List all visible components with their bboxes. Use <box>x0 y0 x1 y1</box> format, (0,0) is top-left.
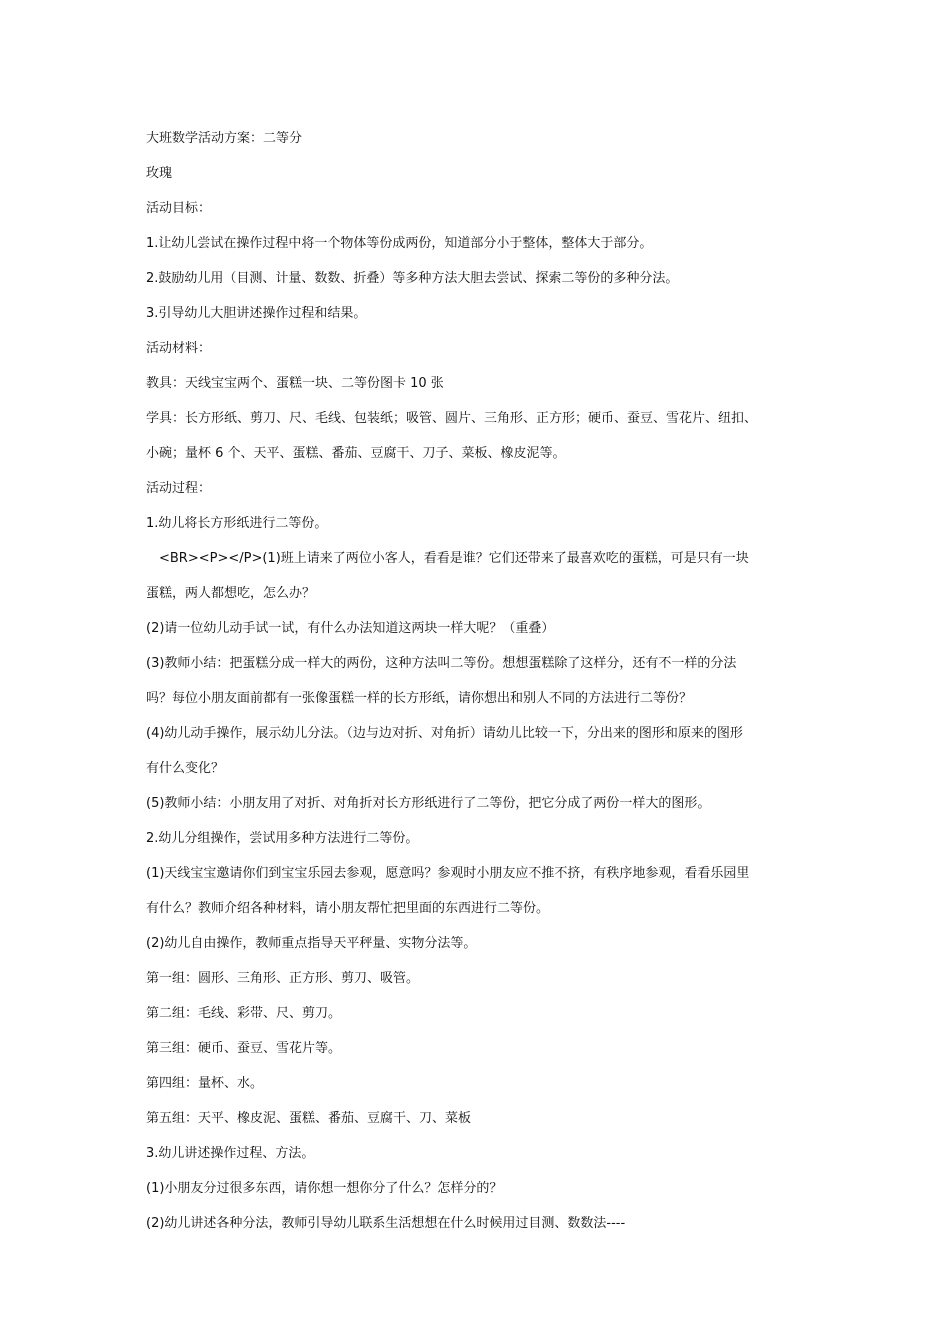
paragraph-line: 蛋糕，两人都想吃，怎么办？ <box>146 586 316 601</box>
paragraph-line: 3.幼儿讲述操作过程、方法。 <box>146 1146 315 1161</box>
group-item: 第五组：天平、橡皮泥、蛋糕、番茄、豆腐干、刀、菜板 <box>146 1111 472 1126</box>
paragraph-line: <BR><P></P>(1)班上请来了两位小客人，看看是谁？它们还带来了最喜欢吃的蛋糕，可是只有一块 <box>146 551 749 566</box>
paragraph-line: (3)教师小结：把蛋糕分成一样大的两份，这种方法叫二等份。想想蛋糕除了这样分，还有不一样的分法 <box>146 656 737 671</box>
group-item: 第三组：硬币、蚕豆、雪花片等。 <box>146 1041 342 1056</box>
paragraph-line: 2.鼓励幼儿用（目测、计量、数数、折叠）等多种方法大胆去尝试、探索二等份的多种分法。 <box>146 271 679 286</box>
document-body <box>146 121 812 1241</box>
paragraph-line: (2)幼儿自由操作，教师重点指导天平秤量、实物分法等。 <box>146 936 477 951</box>
paragraph-line: 1.幼儿将长方形纸进行二等份。 <box>146 516 328 531</box>
paragraph-line: 小碗；量杯 6 个、天平、蛋糕、番茄、豆腐干、刀子、菜板、橡皮泥等。 <box>146 446 566 461</box>
section-heading-process: 活动过程： <box>146 481 212 496</box>
paragraph-line: 2.幼儿分组操作，尝试用多种方法进行二等份。 <box>146 831 419 846</box>
document-title: 大班数学活动方案：二等分 <box>146 131 303 146</box>
paragraph-line: (4)幼儿动手操作，展示幼儿分法。（边与边对折、对角折）请幼儿比较一下，分出来的图形和原来的图形 <box>146 726 743 741</box>
group-item: 第四组：量杯、水。 <box>146 1076 264 1091</box>
section-heading-goals: 活动目标： <box>146 201 212 216</box>
paragraph-line: 吗？每位小朋友面前都有一张像蛋糕一样的长方形纸，请你想出和别人不同的方法进行二等份？ <box>146 691 693 706</box>
group-item: 第二组：毛线、彩带、尺、剪刀。 <box>146 1006 342 1021</box>
paragraph-line: (5)教师小结：小朋友用了对折、对角折对长方形纸进行了二等份，把它分成了两份一样大的图形。 <box>146 796 711 811</box>
paragraph-line: 1.让幼儿尝试在操作过程中将一个物体等份成两份，知道部分小于整体，整体大于部分。 <box>146 236 653 251</box>
paragraph-line: 有什么？教师介绍各种材料，请小朋友帮忙把里面的东西进行二等份。 <box>146 901 550 916</box>
paragraph-line: (1)天线宝宝邀请你们到宝宝乐园去参观，愿意吗？参观时小朋友应不推不挤，有秩序地参观，看看乐园里 <box>146 866 750 881</box>
section-heading-materials: 活动材料： <box>146 341 212 356</box>
group-item: 第一组：圆形、三角形、正方形、剪刀、吸管。 <box>146 971 420 986</box>
paragraph-line: 3.引导幼儿大胆讲述操作过程和结果。 <box>146 306 367 321</box>
document-author: 玫瑰 <box>146 166 173 181</box>
paragraph-line: (2)幼儿讲述各种分法，教师引导幼儿联系生活想想在什么时候用过目测、数数法---- <box>146 1216 626 1231</box>
paragraph-line: (1)小朋友分过很多东西，请你想一想你分了什么？怎样分的？ <box>146 1181 503 1196</box>
paragraph-line: (2)请一位幼儿动手试一试，有什么办法知道这两块一样大呢？（重叠） <box>146 621 555 636</box>
paragraph-line: 有什么变化？ <box>146 761 225 776</box>
paragraph-line: 学具：长方形纸、剪刀、尺、毛线、包装纸；吸管、圆片、三角形、正方形；硬币、蚕豆、雪花片、纽扣、 <box>146 411 758 426</box>
paragraph-line: 教具：天线宝宝两个、蛋糕一块、二等份图卡 10 张 <box>146 376 444 391</box>
